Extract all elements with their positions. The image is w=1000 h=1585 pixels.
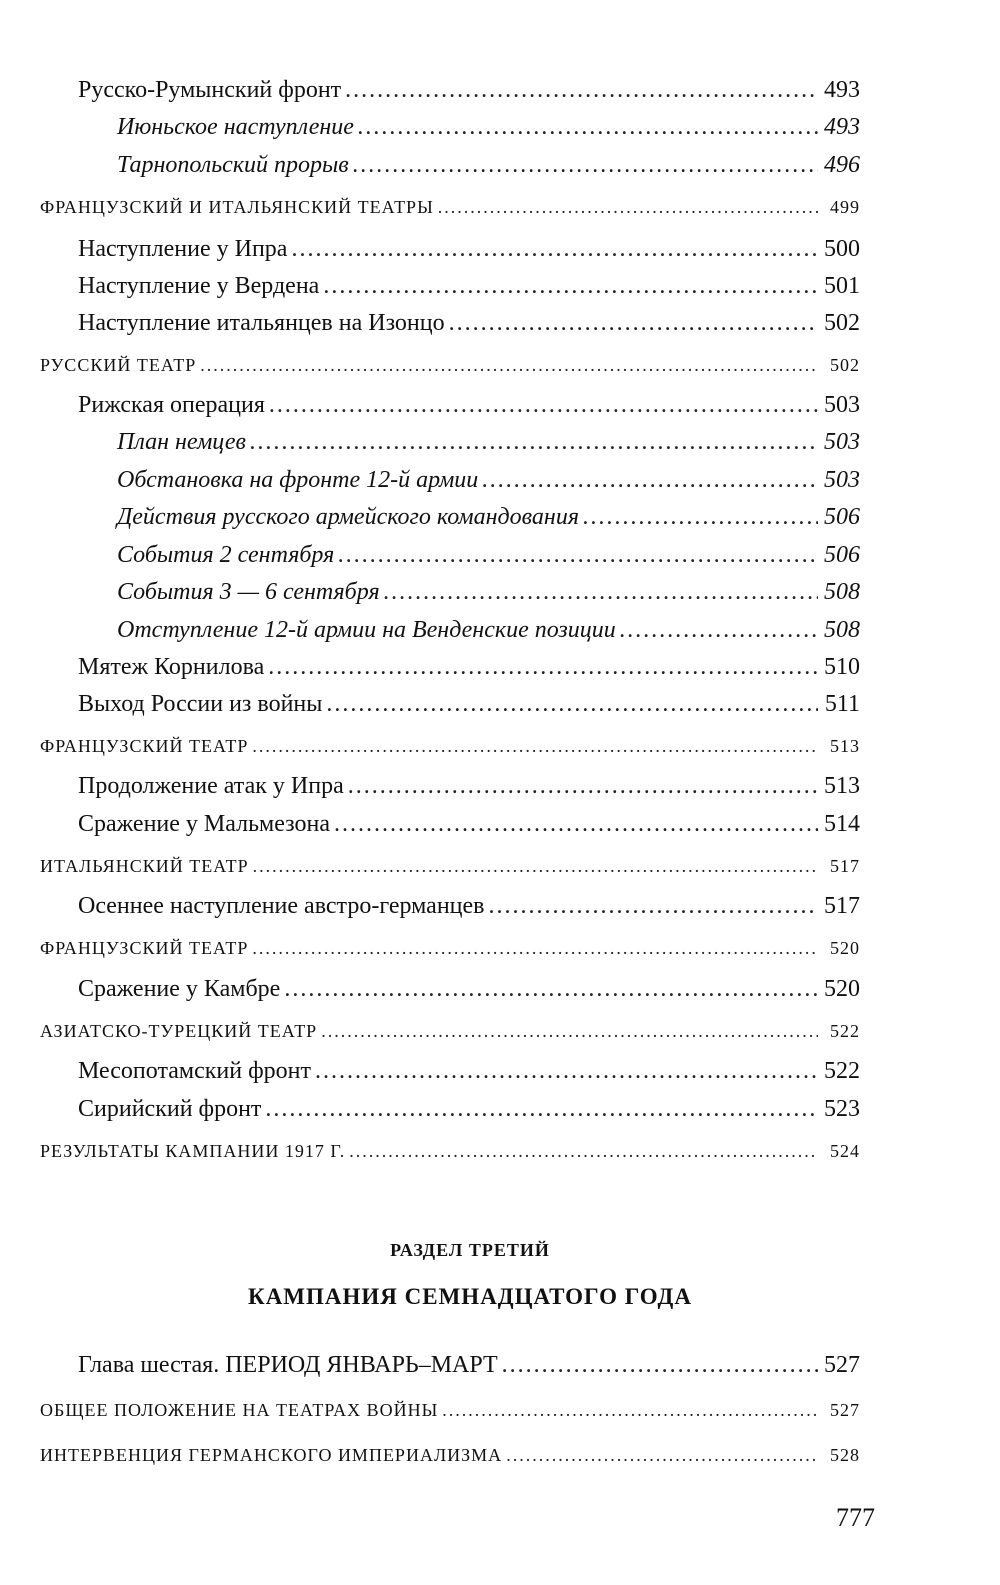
toc-entry <box>40 938 860 959</box>
toc-entry-title: АЗИАТСКО-ТУРЕЦКИЙ ТЕАТР <box>40 1021 318 1041</box>
dot-leader <box>200 355 818 376</box>
toc-entry <box>117 542 860 569</box>
dot-leader <box>506 1445 818 1466</box>
dot-leader <box>253 856 818 877</box>
dot-leader <box>268 654 818 681</box>
toc-entry <box>78 773 860 800</box>
dot-leader <box>442 1400 818 1421</box>
toc-entry-title: Глава шестая. ПЕРИОД ЯНВАРЬ–МАРТ <box>78 1352 498 1378</box>
toc-entry-page: 523 <box>824 1096 860 1122</box>
toc-entry-title: Месопотамский фронт <box>78 1058 311 1084</box>
toc-entry-page: 511 <box>824 691 860 717</box>
toc-entry-page: 517 <box>824 893 860 919</box>
toc-entry-page: 501 <box>824 273 860 299</box>
toc-entry <box>40 197 860 218</box>
dot-leader <box>338 542 818 569</box>
toc-entry-title: Продолжение атак у Ипра <box>78 773 344 799</box>
toc-entry-title: Русско-Румынский фронт <box>78 77 342 103</box>
dot-leader <box>326 691 818 718</box>
toc-entry-page: 496 <box>824 152 860 178</box>
dot-leader <box>353 152 818 179</box>
toc-entry-title: Сражение у Мальмезона <box>78 811 331 837</box>
dot-leader <box>349 1141 818 1162</box>
toc-entry <box>40 736 860 757</box>
dot-leader <box>252 736 818 757</box>
toc-entry-title: Осеннее наступление австро-германцев <box>78 893 485 919</box>
toc-entry <box>78 273 860 300</box>
toc-entry-page: 508 <box>824 579 860 605</box>
toc-entry <box>78 1058 860 1085</box>
toc-entry-page: 506 <box>824 542 860 568</box>
toc-entry-page: 493 <box>824 77 860 103</box>
toc-entry-title: План немцев <box>117 429 246 455</box>
toc-entry <box>40 1400 860 1421</box>
toc-entry-page: 513 <box>824 773 860 799</box>
toc-entry <box>78 691 860 718</box>
toc-entry-page: 514 <box>824 811 860 837</box>
toc-entry-page: 506 <box>824 504 860 530</box>
toc-entry <box>78 392 860 419</box>
toc-entry-title: ИТАЛЬЯНСКИЙ ТЕАТР <box>40 856 249 876</box>
toc-entry-title: ОБЩЕЕ ПОЛОЖЕНИЕ НА ТЕАТРАХ ВОЙНЫ <box>40 1400 439 1420</box>
toc-entry <box>78 654 860 681</box>
dot-leader <box>334 811 818 838</box>
toc-entry <box>117 504 860 531</box>
toc-entry-page: 503 <box>824 467 860 493</box>
dot-leader <box>321 1021 818 1042</box>
toc-entry-title: Сирийский фронт <box>78 1096 262 1122</box>
toc-entry <box>78 976 860 1003</box>
section-title: КАМПАНИЯ СЕМНАДЦАТОГО ГОДА <box>248 1284 692 1309</box>
toc-entry-title: Наступление итальянцев на Изонцо <box>78 310 445 336</box>
toc-entry-page: 527 <box>824 1352 860 1378</box>
dot-leader <box>482 467 818 494</box>
dot-leader <box>284 976 818 1003</box>
toc-entry <box>40 856 860 877</box>
toc-entry-page: 520 <box>830 938 860 958</box>
dot-leader <box>583 504 818 531</box>
toc-entry <box>40 1021 860 1042</box>
toc-entry-title: Наступление у Вердена <box>78 273 320 299</box>
toc-entry <box>78 236 860 263</box>
toc-entry-page: 517 <box>830 856 860 876</box>
toc-entry-title: Мятеж Корнилова <box>78 654 265 680</box>
toc-entry <box>117 617 860 644</box>
dot-leader <box>502 1352 818 1379</box>
toc-entry-page: 503 <box>824 429 860 455</box>
toc-entry-page: 513 <box>830 736 860 756</box>
toc-entry <box>78 811 860 838</box>
toc-entry-title: Обстановка на фронте 12-й армии <box>117 467 479 493</box>
toc-entry-page: 503 <box>824 392 860 418</box>
toc-entry <box>78 77 860 104</box>
toc-entry <box>78 893 860 920</box>
dot-leader <box>345 77 818 104</box>
toc-entry <box>40 1141 860 1162</box>
toc-entry-title: Июньское наступление <box>117 114 354 140</box>
dot-leader <box>358 114 818 141</box>
dot-leader <box>489 893 819 920</box>
toc-entry-title: Отступление 12-й армии на Венденские позиции <box>117 617 616 643</box>
toc-entry-title: ИНТЕРВЕНЦИЯ ГЕРМАНСКОГО ИМПЕРИАЛИЗМА <box>40 1445 503 1465</box>
section-label: РАЗДЕЛ ТРЕТИЙ <box>390 1240 550 1260</box>
dot-leader <box>269 392 818 419</box>
dot-leader <box>291 236 818 263</box>
dot-leader <box>449 310 818 337</box>
dot-leader <box>348 773 818 800</box>
toc-entry-title: Сражение у Камбре <box>78 976 281 1002</box>
toc-entry-title: ФРАНЦУЗСКИЙ ТЕАТР <box>40 736 249 756</box>
toc-entry-title: Действия русского армейского командования <box>117 504 579 530</box>
toc-entry <box>117 429 860 456</box>
toc-entry-title: Наступление у Ипра <box>78 236 288 262</box>
toc-entry-page: 502 <box>830 355 860 375</box>
toc-entry-page: 528 <box>830 1445 860 1465</box>
toc-entry-title: ФРАНЦУЗСКИЙ ТЕАТР <box>40 938 249 958</box>
toc-entry <box>117 467 860 494</box>
toc-entry-page: 500 <box>824 236 860 262</box>
toc-entry-title: События 2 сентября <box>117 542 335 568</box>
toc-entry-page: 502 <box>824 310 860 336</box>
toc-entry-title: ФРАНЦУЗСКИЙ И ИТАЛЬЯНСКИЙ ТЕАТРЫ <box>40 197 434 217</box>
toc-entry <box>40 355 860 376</box>
toc-entry <box>78 1352 860 1379</box>
dot-leader <box>438 197 818 218</box>
page-number: 777 <box>836 1503 875 1532</box>
toc-entry-title: Рижская операция <box>78 392 265 418</box>
toc-entry-page: 522 <box>830 1021 860 1041</box>
toc-entry-page: 520 <box>824 976 860 1002</box>
toc-entry <box>78 310 860 337</box>
toc-entry-page: 527 <box>830 1400 860 1420</box>
dot-leader <box>265 1096 818 1123</box>
dot-leader <box>323 273 818 300</box>
toc-entry-title: Выход России из войны <box>78 691 323 717</box>
toc-entry <box>117 114 860 141</box>
dot-leader <box>250 429 818 456</box>
dot-leader <box>620 617 818 644</box>
toc-entry-title: События 3 — 6 сентября <box>117 579 380 605</box>
toc-entry <box>117 579 860 606</box>
dot-leader <box>252 938 818 959</box>
toc-entry <box>78 1096 860 1123</box>
toc-entry <box>117 152 860 179</box>
toc-entry-title: РЕЗУЛЬТАТЫ КАМПАНИИ 1917 Г. <box>40 1141 346 1161</box>
toc-entry-page: 510 <box>824 654 860 680</box>
toc-entry-page: 522 <box>824 1058 860 1084</box>
toc-entry-page: 508 <box>824 617 860 643</box>
dot-leader <box>384 579 818 606</box>
toc-entry <box>40 1445 860 1466</box>
toc-entry-page: 524 <box>830 1141 860 1161</box>
toc-entry-title: РУССКИЙ ТЕАТР <box>40 355 197 375</box>
dot-leader <box>315 1058 818 1085</box>
toc-entry-title: Тарнопольский прорыв <box>117 152 349 178</box>
toc-entry-page: 499 <box>830 197 860 217</box>
toc-entry-page: 493 <box>824 114 860 140</box>
